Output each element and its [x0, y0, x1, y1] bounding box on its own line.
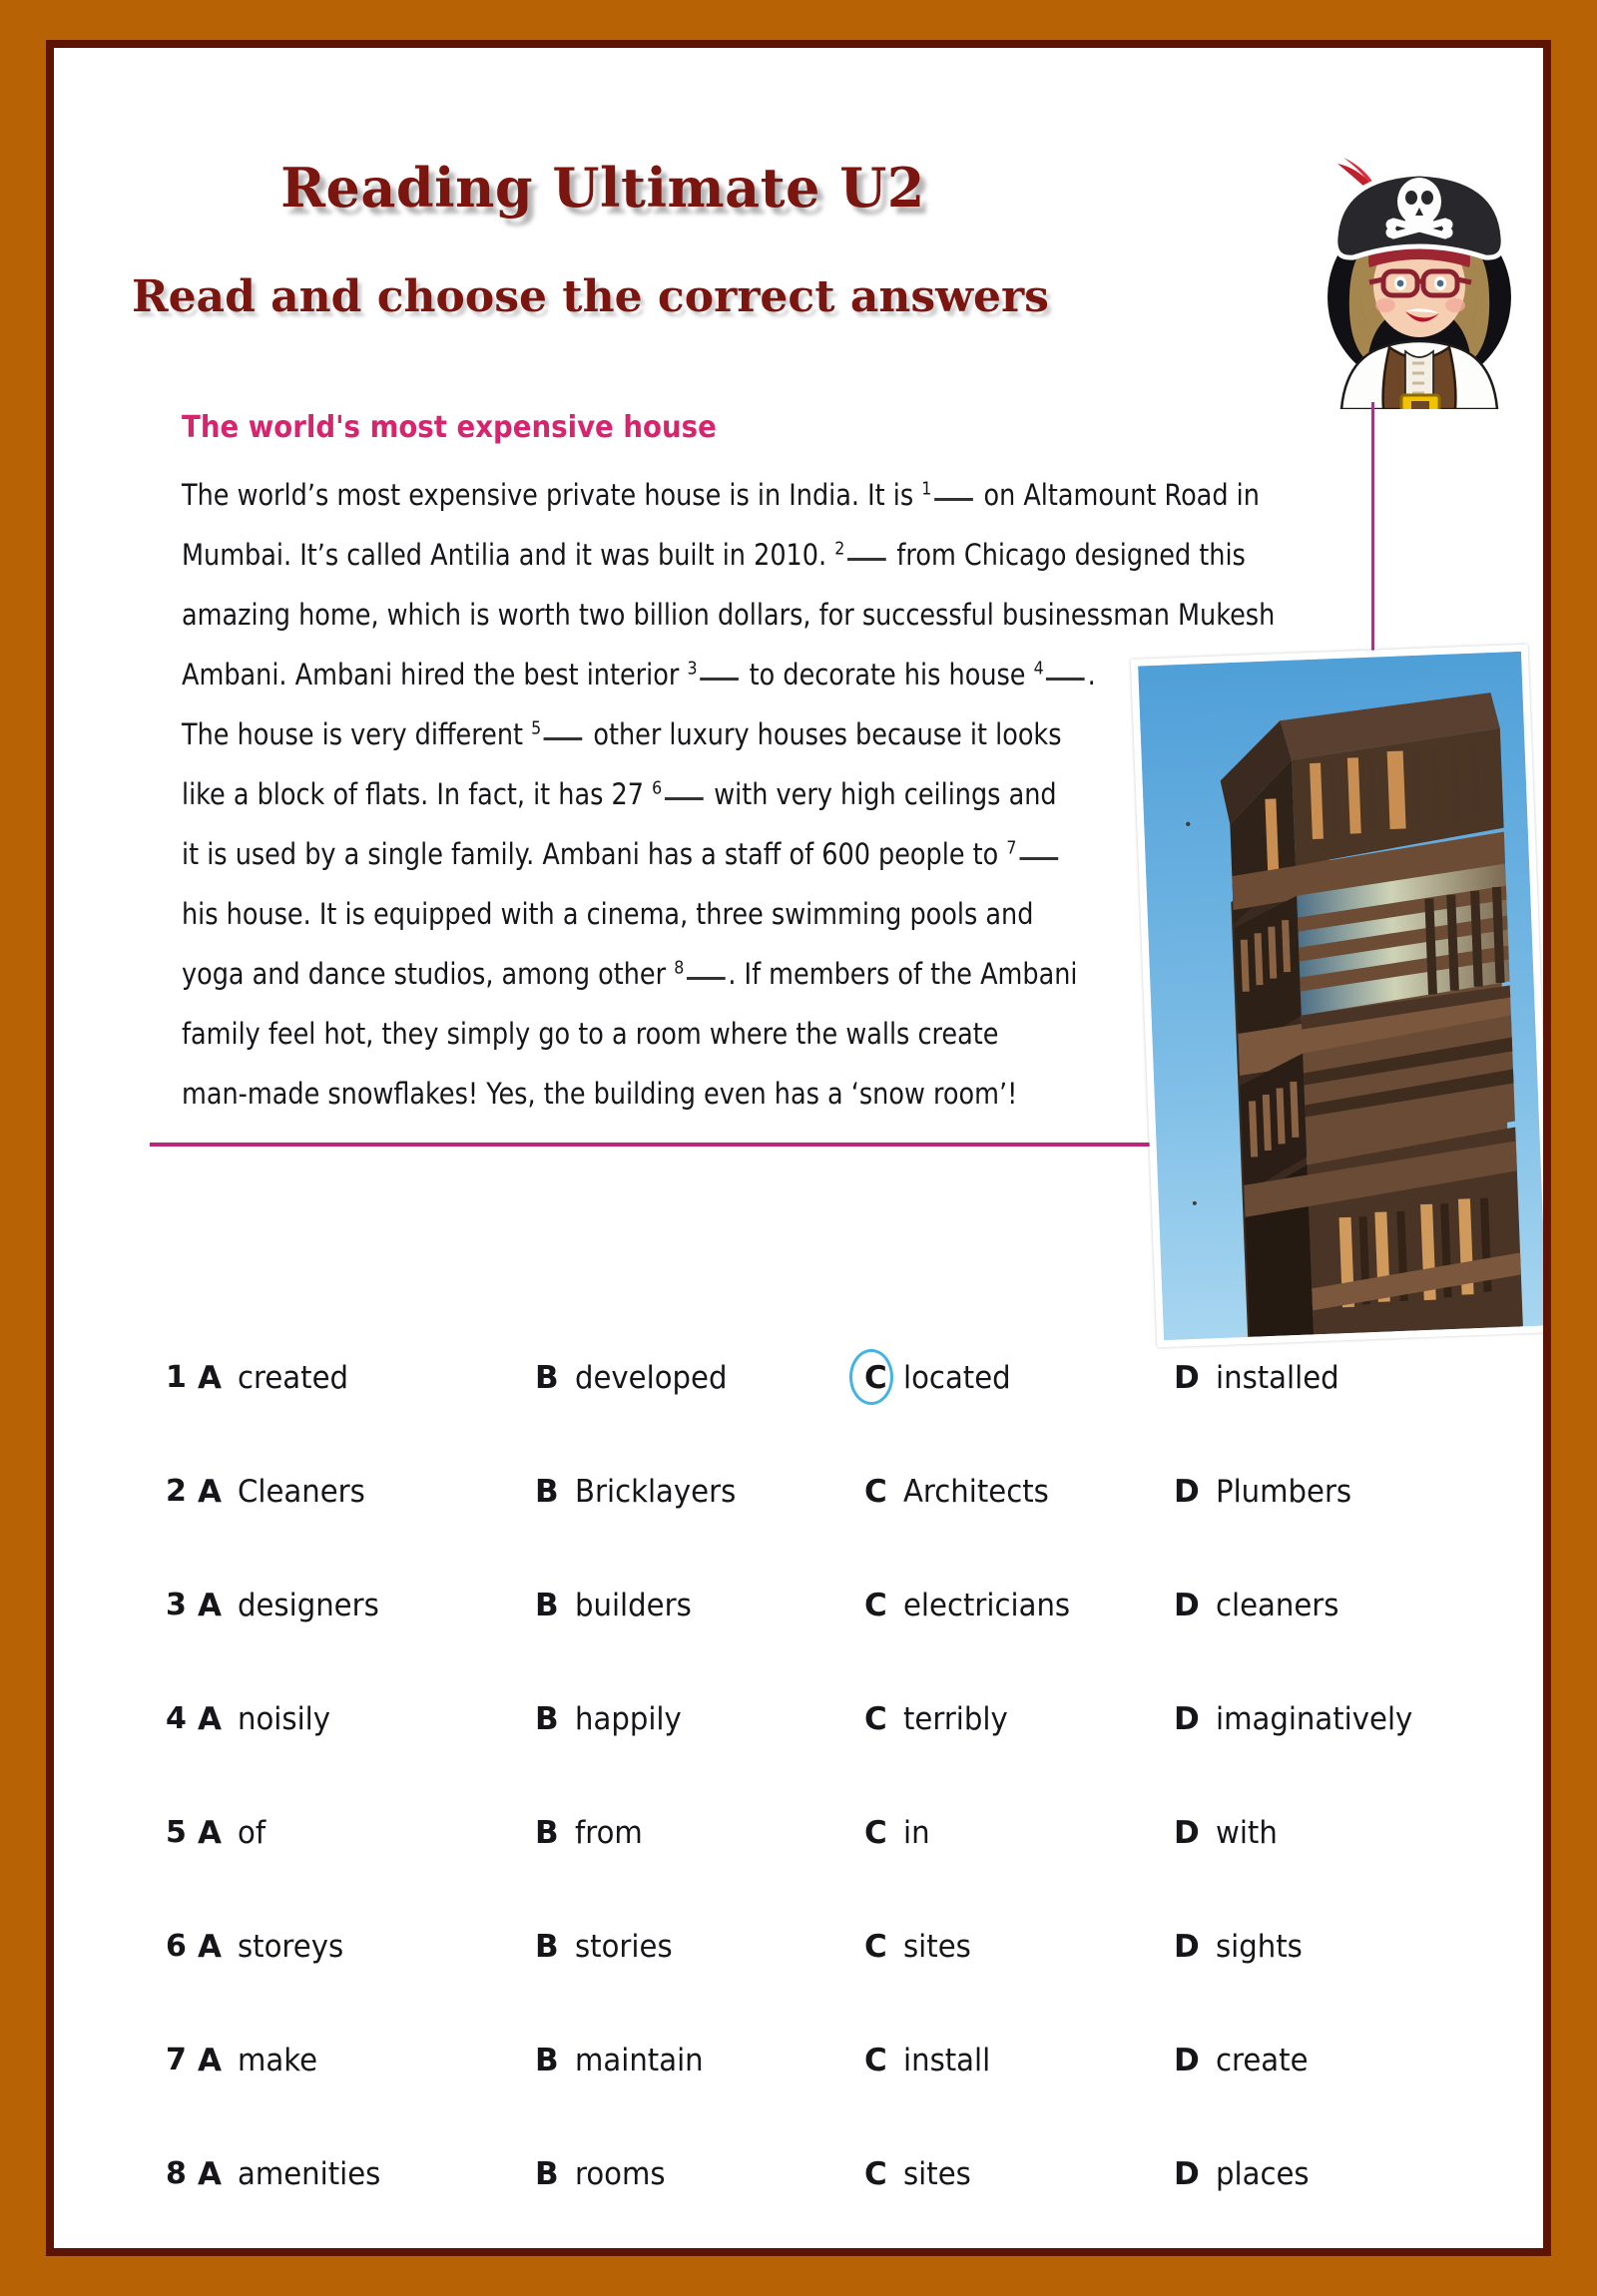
gap-number: 4 — [1033, 658, 1044, 680]
option-letter: A — [198, 1815, 222, 1851]
pirate-girl-avatar — [1294, 120, 1543, 409]
answer-option[interactable] — [864, 1929, 975, 1965]
question-row — [166, 2043, 1493, 2156]
option-word: happily — [574, 1701, 682, 1737]
question-number: 4 — [166, 1701, 187, 1736]
option-letter: C — [864, 2156, 887, 2192]
option-letter: D — [1174, 1360, 1200, 1396]
option-word: created — [238, 1360, 349, 1396]
option-word: developed — [574, 1360, 728, 1396]
passage-line: The house is very different $^5$ other luxury houses because it looks — [182, 717, 1062, 751]
answer-blank[interactable] — [544, 737, 583, 740]
answer-option[interactable] — [864, 1474, 1058, 1510]
option-letter: B — [535, 2156, 559, 2192]
option-letter: A — [198, 2043, 222, 2078]
question-row — [166, 1701, 1493, 1815]
question-number: 6 — [166, 1929, 187, 1964]
answer-option[interactable] — [1174, 1588, 1346, 1623]
option-word: stories — [574, 1929, 673, 1965]
answer-option[interactable] — [535, 1360, 737, 1396]
pirate-avatar-icon — [1294, 120, 1543, 409]
option-word: Plumbers — [1215, 1474, 1351, 1510]
passage-line: it is used by a single family. Ambani has a staff of 600 people to $^7$ — [182, 824, 1218, 884]
question-number: 2 — [166, 1474, 187, 1509]
question-row — [166, 1588, 1493, 1701]
passage-line: family feel hot, they simply go to a room where the walls create — [182, 1017, 999, 1051]
answer-blank[interactable] — [847, 558, 886, 561]
passage-text — [182, 465, 1276, 1124]
answer-option[interactable] — [535, 1929, 679, 1965]
option-word: designers — [238, 1588, 379, 1623]
option-word: make — [238, 2043, 318, 2078]
option-word: terribly — [902, 1701, 1008, 1737]
option-word: from — [574, 1815, 643, 1851]
answer-option[interactable] — [1174, 2043, 1314, 2078]
gap-number: 1 — [921, 478, 932, 500]
gap-number: 6 — [652, 777, 663, 799]
answer-option[interactable] — [198, 2043, 322, 2078]
option-word: sites — [902, 1929, 971, 1965]
option-word: maintain — [574, 2043, 704, 2078]
option-letter: A — [198, 2156, 222, 2192]
passage-line: like a block of flats. In fact, it has 27 $^6$ with very high ceilings and — [182, 777, 1057, 811]
answer-option[interactable] — [1174, 1474, 1360, 1510]
antilia-building-photo — [1131, 645, 1543, 1348]
answer-option[interactable] — [1174, 1360, 1346, 1396]
answer-option[interactable] — [535, 2043, 712, 2078]
answer-option[interactable] — [535, 1474, 746, 1510]
option-letter: A — [198, 1360, 222, 1396]
option-letter: B — [535, 1815, 559, 1851]
option-word: with — [1215, 1815, 1278, 1851]
passage-line: man-made snowflakes! Yes, the building even has a ‘snow room’! — [182, 1077, 1018, 1111]
option-letter: C — [864, 1360, 887, 1396]
answer-option[interactable] — [198, 1588, 388, 1623]
passage-divider-rule — [150, 1143, 1158, 1147]
option-letter: C — [864, 1929, 887, 1965]
answer-option[interactable] — [864, 2156, 975, 2192]
option-letter: B — [535, 1701, 559, 1737]
passage-line: yoga and dance studios, among other $^8$ . If members of the Ambani — [182, 957, 1078, 991]
answer-option[interactable] — [864, 1588, 1081, 1623]
option-word: installed — [1215, 1360, 1339, 1396]
gap-number: 7 — [1006, 837, 1017, 859]
answer-option[interactable] — [535, 2156, 671, 2192]
option-word: Cleaners — [238, 1474, 365, 1510]
option-word: Architects — [902, 1474, 1049, 1510]
question-number: 5 — [166, 1815, 187, 1850]
option-letter: D — [1174, 1929, 1200, 1965]
option-letter: C — [864, 2043, 887, 2078]
antilia-illustration — [1138, 652, 1543, 1340]
option-word: storeys — [238, 1929, 344, 1965]
answer-blank[interactable] — [665, 797, 704, 800]
option-letter: A — [198, 1474, 222, 1510]
inner-border-frame — [46, 40, 1551, 2256]
option-letter: C — [864, 1815, 887, 1851]
page-title: Reading Ultimate U2 — [280, 156, 925, 220]
option-word: create — [1215, 2043, 1309, 2078]
option-word: noisily — [238, 1701, 331, 1737]
option-letter: B — [535, 1474, 559, 1510]
answer-option[interactable] — [1174, 2156, 1315, 2192]
option-letter: C — [864, 1474, 887, 1510]
answer-option[interactable] — [864, 1815, 931, 1851]
option-letter: C — [864, 1588, 887, 1623]
answer-blank[interactable] — [1046, 678, 1085, 681]
option-word: located — [902, 1360, 1011, 1396]
photo-image — [1138, 652, 1543, 1340]
option-letter: D — [1174, 2043, 1200, 2078]
passage-heading: The world's most expensive house — [182, 410, 717, 445]
answer-option[interactable] — [864, 1701, 1014, 1737]
question-row — [166, 1360, 1493, 1474]
passage-line: his house. It is equipped with a cinema, three swimming pools and — [182, 897, 1034, 931]
option-letter: D — [1174, 1815, 1200, 1851]
answer-option[interactable] — [198, 1929, 350, 1965]
answer-blank[interactable] — [700, 678, 739, 681]
option-letter: B — [535, 1360, 559, 1396]
answer-option[interactable] — [198, 1701, 336, 1737]
answer-option[interactable] — [1174, 1929, 1308, 1965]
option-word: install — [902, 2043, 990, 2078]
option-letter: B — [535, 2043, 559, 2078]
answer-option[interactable] — [198, 1815, 267, 1851]
option-word: electricians — [902, 1588, 1070, 1623]
option-letter: D — [1174, 1588, 1200, 1623]
instruction-heading: Read and choose the correct answers — [132, 271, 1049, 322]
answer-option[interactable] — [198, 1474, 373, 1510]
option-word: of — [238, 1815, 266, 1851]
answer-option[interactable] — [1174, 1815, 1282, 1851]
gap-number: 2 — [834, 538, 845, 560]
option-word: imaginatively — [1215, 1701, 1413, 1737]
option-letter: B — [535, 1929, 559, 1965]
passage-line: Ambani. Ambani hired the best interior $^3$ to decorate his house $^4$ . — [182, 658, 1096, 691]
question-row — [166, 1929, 1493, 2043]
option-letter: A — [198, 1701, 222, 1737]
option-letter: D — [1174, 1474, 1200, 1510]
option-letter: D — [1174, 2156, 1200, 2192]
gap-number: 8 — [674, 957, 685, 979]
gap-number: 3 — [687, 658, 698, 680]
answer-option[interactable] — [864, 1360, 1017, 1396]
answer-blank[interactable] — [687, 977, 726, 980]
question-number: 7 — [166, 2043, 187, 2077]
question-number: 1 — [166, 1360, 187, 1395]
option-word: sights — [1215, 1929, 1303, 1965]
answer-option[interactable] — [864, 2043, 996, 2078]
question-number: 3 — [166, 1588, 187, 1622]
worksheet-sheet — [54, 48, 1543, 2248]
option-letter: B — [535, 1588, 559, 1623]
option-word: places — [1215, 2156, 1310, 2192]
question-row — [166, 1474, 1493, 1588]
option-letter: A — [198, 1588, 222, 1623]
passage-line: amazing home, which is worth two billion dollars, for successful businessman Mukesh — [182, 598, 1276, 632]
question-row — [166, 2156, 1493, 2248]
answer-option[interactable] — [198, 1360, 355, 1396]
gap-number: 5 — [531, 717, 542, 739]
answer-option[interactable] — [198, 2156, 390, 2192]
option-word: cleaners — [1215, 1588, 1339, 1623]
option-word: rooms — [574, 2156, 666, 2192]
question-number: 8 — [166, 2156, 187, 2191]
option-letter: C — [864, 1701, 887, 1737]
passage-line: Mumbai. It’s called Antilia and it was built in 2010. $^2$ from Chicago designed this — [182, 538, 1246, 572]
option-letter: D — [1174, 1701, 1200, 1737]
option-word: builders — [574, 1588, 692, 1623]
passage-line: The world’s most expensive private house is in India. It is $^1$ on Altamount Road in — [182, 478, 1260, 512]
option-word: amenities — [238, 2156, 381, 2192]
option-word: Bricklayers — [574, 1474, 736, 1510]
question-row — [166, 1815, 1493, 1929]
answer-option[interactable] — [535, 1588, 699, 1623]
answer-blank[interactable] — [934, 498, 973, 501]
option-word: sites — [902, 2156, 971, 2192]
answer-option[interactable] — [535, 1701, 688, 1737]
answer-option[interactable] — [535, 1815, 647, 1851]
answer-option[interactable] — [1174, 1701, 1425, 1737]
option-letter: A — [198, 1929, 222, 1965]
answer-blank[interactable] — [1019, 857, 1058, 860]
answer-options-list — [166, 1360, 1493, 2248]
selected-answer-highlight — [849, 1349, 893, 1405]
option-word: in — [902, 1815, 930, 1851]
